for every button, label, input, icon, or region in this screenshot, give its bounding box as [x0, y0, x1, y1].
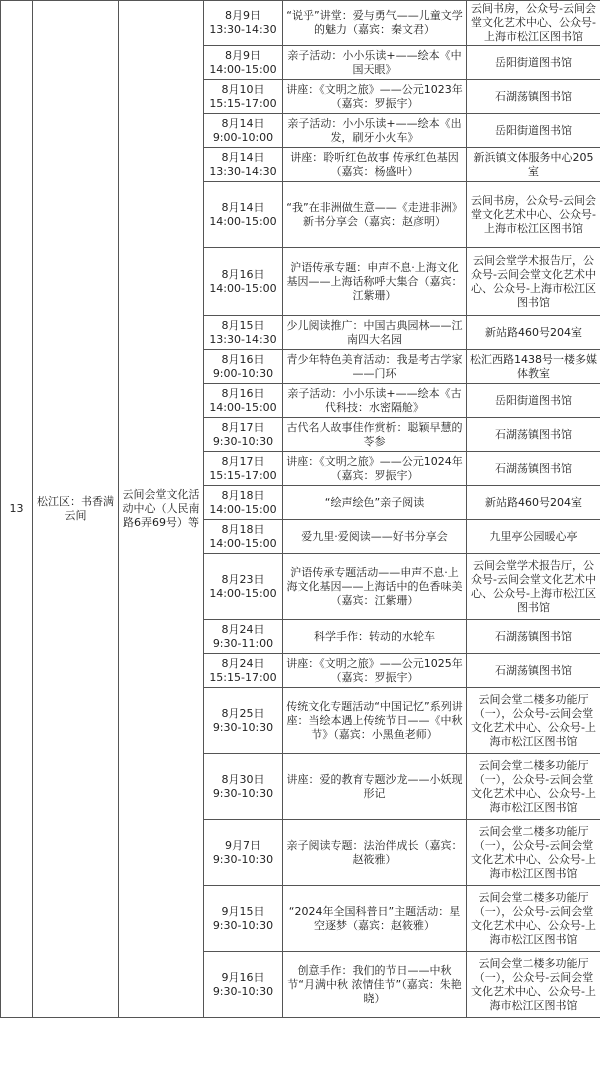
date-time-cell — [204, 754, 283, 820]
location-cell: 云间会堂学术报告厅，公众号-云间会堂文化艺术中心、公众号-上海市松江区图书馆 — [467, 554, 600, 620]
location-cell: 云间会堂二楼多功能厅（一），公众号-云间会堂文化艺术中心、公众号-上海市松江区图书馆 — [467, 886, 600, 952]
date-time-cell — [204, 248, 283, 316]
event-cell: 讲座：《文明之旅》——公元1025年（嘉宾：罗振宇） — [283, 654, 467, 688]
location-cell: 岳阳街道图书馆 — [467, 46, 600, 80]
date-time-cell — [204, 418, 283, 452]
time-text: 9:30-11:00 — [212, 636, 274, 650]
date-time-cell — [204, 654, 283, 688]
time-text: 15:15-17:00 — [209, 96, 277, 110]
date-text: 8月14日 — [221, 116, 265, 130]
time-text: 15:15-17:00 — [209, 468, 277, 482]
location-cell: 九里亭公园暖心亭 — [467, 520, 600, 554]
main-venue-cell: 云间会堂文化活动中心（人民南路6弄69号）等 — [119, 1, 204, 1018]
location-cell: 云间会堂学术报告厅，公众号-云间会堂文化艺术中心、公众号-上海市松江区图书馆 — [467, 248, 600, 316]
location-cell: 新站路460号204室 — [467, 486, 600, 520]
time-text: 15:15-17:00 — [209, 670, 277, 684]
event-cell: 亲子阅读专题：法治伴成长（嘉宾：赵筱雅） — [283, 820, 467, 886]
time-text: 13:30-14:30 — [209, 332, 277, 346]
date-text: 8月16日 — [221, 386, 265, 400]
time-text: 14:00-15:00 — [209, 586, 277, 600]
date-text: 8月17日 — [221, 454, 265, 468]
date-time-cell — [204, 486, 283, 520]
date-text: 9月7日 — [225, 838, 261, 852]
location-cell: 石湖荡镇图书馆 — [467, 452, 600, 486]
date-text: 8月16日 — [221, 352, 265, 366]
table-body — [1, 1, 600, 1018]
event-cell: 创意手作：我们的节日——中秋节“月满中秋 浓情佳节”（嘉宾：朱艳晓） — [283, 952, 467, 1018]
date-text: 8月25日 — [221, 706, 265, 720]
location-cell: 云间书房，公众号-云间会堂文化艺术中心、公众号-上海市松江区图书馆 — [467, 1, 600, 46]
location-cell: 岳阳街道图书馆 — [467, 384, 600, 418]
time-text: 13:30-14:30 — [209, 164, 277, 178]
date-text: 8月17日 — [221, 420, 265, 434]
event-cell: 沪语传承专题活动——申声不息·上海文化基因——上海话中的色香味美（嘉宾：江紫珊） — [283, 554, 467, 620]
location-cell: 云间会堂二楼多功能厅（一），公众号-云间会堂文化艺术中心、公众号-上海市松江区图书馆 — [467, 820, 600, 886]
location-cell: 石湖荡镇图书馆 — [467, 80, 600, 114]
event-cell: 亲子活动：小小乐读+——绘本《古代科技：水密隔舱》 — [283, 384, 467, 418]
event-cell: 讲座：《文明之旅》——公元1024年（嘉宾：罗振宇） — [283, 452, 467, 486]
time-text: 9:30-10:30 — [212, 918, 274, 932]
date-text: 9月16日 — [221, 970, 265, 984]
row-number-cell: 13 — [1, 1, 33, 1018]
date-text: 8月18日 — [221, 522, 265, 536]
date-time-cell — [204, 554, 283, 620]
location-cell: 云间会堂二楼多功能厅（一），公众号-云间会堂文化艺术中心、公众号-上海市松江区图书馆 — [467, 688, 600, 754]
event-cell: 青少年特色美育活动：我是考古学家——门环 — [283, 350, 467, 384]
date-time-cell — [204, 820, 283, 886]
event-cell: 爱九里·爱阅读——好书分享会 — [283, 520, 467, 554]
date-text: 8月15日 — [221, 318, 265, 332]
table-row — [1, 1, 600, 46]
time-text: 9:30-10:30 — [212, 720, 274, 734]
date-time-cell — [204, 316, 283, 350]
date-time-cell — [204, 384, 283, 418]
time-text: 9:30-10:30 — [212, 434, 274, 448]
date-time-cell — [204, 952, 283, 1018]
date-text: 8月9日 — [225, 48, 261, 62]
date-time-cell — [204, 620, 283, 654]
event-cell: 讲座：爱的教育专题沙龙——小妖现形记 — [283, 754, 467, 820]
event-cell: “绘声绘色”亲子阅读 — [283, 486, 467, 520]
time-text: 9:30-10:30 — [212, 786, 274, 800]
date-text: 8月24日 — [221, 622, 265, 636]
event-cell: 亲子活动：小小乐读+——绘本《中国天眼》 — [283, 46, 467, 80]
time-text: 14:00-15:00 — [209, 536, 277, 550]
location-cell: 松汇西路1438号一楼多媒体教室 — [467, 350, 600, 384]
date-text: 8月24日 — [221, 656, 265, 670]
date-text: 8月10日 — [221, 82, 265, 96]
date-text: 8月16日 — [221, 267, 265, 281]
time-text: 14:00-15:00 — [209, 62, 277, 76]
event-cell: 沪语传承专题：申声不息·上海文化基因——上海话称呼大集合（嘉宾：江紫珊） — [283, 248, 467, 316]
date-time-cell — [204, 1, 283, 46]
event-cell: 少儿阅读推广：中国古典园林——江南四大名园 — [283, 316, 467, 350]
location-cell: 云间会堂二楼多功能厅（一），公众号-云间会堂文化艺术中心、公众号-上海市松江区图书馆 — [467, 754, 600, 820]
time-text: 9:30-10:30 — [212, 984, 274, 998]
location-cell: 新站路460号204室 — [467, 316, 600, 350]
event-cell: “2024年全国科普日”主题活动：星空逐梦（嘉宾：赵筱雅） — [283, 886, 467, 952]
location-cell: 岳阳街道图书馆 — [467, 114, 600, 148]
date-text: 8月23日 — [221, 572, 265, 586]
district-theme-cell: 松江区：书香满云间 — [33, 1, 119, 1018]
location-cell: 新浜镇文体服务中心205室 — [467, 148, 600, 182]
date-time-cell — [204, 46, 283, 80]
time-text: 9:00-10:30 — [212, 366, 274, 380]
event-cell: 讲座：《文明之旅》——公元1023年（嘉宾：罗振宇） — [283, 80, 467, 114]
location-cell: 云间书房，公众号-云间会堂文化艺术中心、公众号-上海市松江区图书馆 — [467, 182, 600, 248]
date-time-cell — [204, 182, 283, 248]
date-text: 8月9日 — [225, 9, 261, 22]
event-cell: 讲座：聆听红色故事 传承红色基因（嘉宾：杨盛叶） — [283, 148, 467, 182]
time-text: 14:00-15:00 — [209, 281, 277, 295]
date-time-cell — [204, 688, 283, 754]
date-text: 9月15日 — [221, 904, 265, 918]
date-text: 8月18日 — [221, 488, 265, 502]
date-time-cell — [204, 520, 283, 554]
event-cell: “我”在非洲做生意——《走进非洲》新书分享会（嘉宾：赵彦明） — [283, 182, 467, 248]
time-text: 9:00-10:00 — [212, 130, 274, 144]
time-text: 14:00-15:00 — [209, 502, 277, 516]
date-time-cell — [204, 350, 283, 384]
location-cell: 石湖荡镇图书馆 — [467, 654, 600, 688]
time-text: 13:30-14:30 — [209, 23, 277, 36]
time-text: 14:00-15:00 — [209, 214, 277, 228]
location-cell: 石湖荡镇图书馆 — [467, 418, 600, 452]
date-text: 8月30日 — [221, 772, 265, 786]
event-cell: 传统文化专题活动“中国记忆”系列讲座：当绘本遇上传统节日——《中秋节》（嘉宾：小黑鱼老师） — [283, 688, 467, 754]
time-text: 14:00-15:00 — [209, 400, 277, 414]
date-time-cell — [204, 148, 283, 182]
event-cell: 亲子活动：小小乐读+——绘本《出发，刷牙小火车》 — [283, 114, 467, 148]
date-text: 8月14日 — [221, 150, 265, 164]
date-time-cell — [204, 114, 283, 148]
event-cell: “说乎”讲堂：爱与勇气——儿童文学的魅力（嘉宾：秦文君） — [283, 1, 467, 46]
event-cell: 古代名人故事佳作赏析：聪颖早慧的苓参 — [283, 418, 467, 452]
location-cell: 石湖荡镇图书馆 — [467, 620, 600, 654]
location-cell: 云间会堂二楼多功能厅（一），公众号-云间会堂文化艺术中心、公众号-上海市松江区图书馆 — [467, 952, 600, 1018]
date-text: 8月14日 — [221, 200, 265, 214]
date-time-cell — [204, 886, 283, 952]
date-time-cell — [204, 80, 283, 114]
event-cell: 科学手作：转动的水轮车 — [283, 620, 467, 654]
date-time-cell — [204, 452, 283, 486]
time-text: 9:30-10:30 — [212, 852, 274, 866]
